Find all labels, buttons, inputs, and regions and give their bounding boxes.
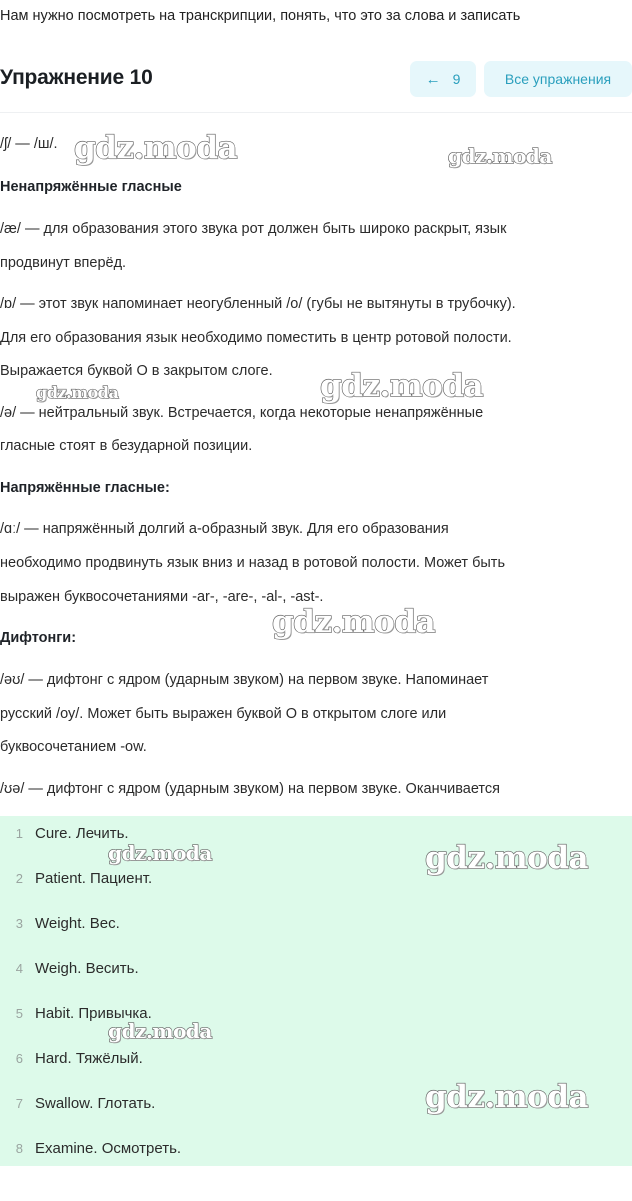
diphthongs-heading: Дифтонги:: [0, 630, 77, 646]
paragraph-line: буквосочетанием -ow.: [0, 739, 147, 755]
paragraph-line: Для его образования язык необходимо поместить в центр ротовой полости.: [0, 330, 512, 346]
watermark: gdz.moda: [74, 130, 237, 166]
list-item-number: 5: [15, 1006, 23, 1021]
tense-vowels-heading: Напряжённые гласные:: [0, 480, 170, 496]
arrow-left-icon: ←: [425, 70, 441, 88]
list-item-number: 4: [15, 961, 23, 976]
exercise-header: [0, 60, 632, 100]
paragraph-line: /ɒ/ — этот звук напоминает неогубленный /о/ (губы не вытянуты в трубочку).: [0, 296, 516, 312]
all-exercises-button[interactable]: Все упражнения: [484, 61, 632, 97]
list-item: [0, 870, 152, 887]
list-item-number: 8: [15, 1141, 23, 1156]
lax-vowels-heading: Ненапряжённые гласные: [0, 179, 182, 195]
list-item-text: Weigh. Весить.: [35, 960, 139, 977]
list-item-text: Cure. Лечить.: [35, 825, 129, 842]
watermark: gdz.moda: [425, 840, 588, 876]
ipa-line: /ʃ/ — /ш/.: [0, 136, 58, 152]
page-title: Упражнение 10: [0, 66, 153, 89]
prev-exercise-button[interactable]: [410, 61, 476, 97]
watermark: gdz.moda: [272, 604, 435, 640]
list-item: [0, 915, 120, 932]
list-item: [0, 1050, 143, 1067]
paragraph-line: русский /оу/. Может быть выражен буквой O в открытом слоге или: [0, 706, 447, 722]
paragraph-line: Выражается буквой O в закрытом слоге.: [0, 363, 273, 379]
list-item: [0, 1095, 155, 1112]
list-item-number: 2: [15, 871, 23, 886]
list-item-text: Weight. Вес.: [35, 915, 120, 932]
intro-text: Нам нужно посмотреть на транскрипции, понять, что это за слова и записать: [0, 8, 521, 24]
watermark: gdz.moda: [320, 368, 483, 404]
paragraph-line: выражен буквосочетаниями -ar-, -are-, -al-, -ast-.: [0, 589, 324, 605]
paragraph-line: /ʊə/ — дифтонг с ядром (ударным звуком) на первом звуке. Оканчивается: [0, 781, 500, 797]
list-item-number: 1: [15, 826, 23, 841]
list-item: [0, 825, 129, 842]
header-divider: [0, 112, 632, 113]
list-item-text: Patient. Пациент.: [35, 870, 153, 887]
watermark: gdz.moda: [108, 841, 212, 865]
list-item-text: Hard. Тяжёлый.: [35, 1050, 143, 1067]
watermark: gdz.moda: [448, 144, 552, 168]
watermark: gdz.moda: [425, 1079, 588, 1115]
list-item: [0, 1140, 181, 1157]
list-item-number: 6: [15, 1051, 23, 1066]
list-item: [0, 960, 139, 977]
watermark: gdz.moda: [36, 383, 119, 402]
list-item-text: Examine. Осмотреть.: [35, 1140, 182, 1157]
paragraph-line: /ɑː/ — напряжённый долгий а-образный звук. Для его образования: [0, 521, 449, 537]
prev-exercise-number: 9: [452, 71, 461, 87]
list-item-text: Habit. Привычка.: [35, 1005, 152, 1022]
paragraph-line: гласные стоят в безударной позиции.: [0, 438, 253, 454]
paragraph-line: /ə/ — нейтральный звук. Встречается, когда некоторые ненапряжённые: [0, 405, 484, 421]
list-item-text: Swallow. Глотать.: [35, 1095, 156, 1112]
paragraph-line: продвинут вперёд.: [0, 255, 127, 271]
paragraph-line: /əʊ/ — дифтонг с ядром (ударным звуком) на первом звуке. Напоминает: [0, 672, 489, 688]
paragraph-line: необходимо продвинуть язык вниз и назад в ротовой полости. Может быть: [0, 555, 506, 571]
list-item-number: 7: [15, 1096, 23, 1111]
watermark: gdz.moda: [108, 1019, 212, 1043]
paragraph-line: /æ/ — для образования этого звука рот должен быть широко раскрыт, язык: [0, 221, 507, 237]
list-item-number: 3: [15, 916, 23, 931]
